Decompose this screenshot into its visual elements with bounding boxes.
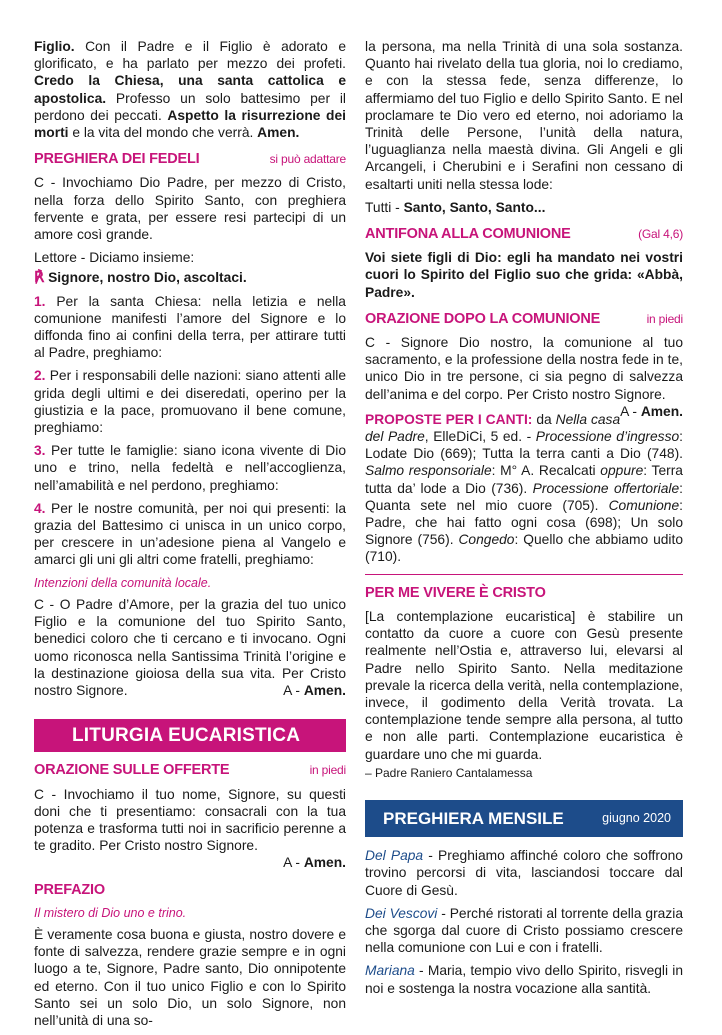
prefazio-continued: la persona, ma nella Trinità di una sola sostanza. Quanto hai rivelato della tua gloria, noi lo crediamo, e con la stessa fede, senza differenze, lo affermiamo del tuo Figlio e dello Spirito Santo. E nel proclamare te Dio vero ed eterno, noi adoriamo la Trinità delle Persone, l’unità della natura, l’uguaglianza nella maestà divina. Gli Angeli e gli Arcangeli, i Cherubini e i Serafini non cessano di esaltarti uniti nella stessa lode: bbox=[365, 39, 683, 192]
fedeli-tag: si può adattare bbox=[269, 152, 346, 167]
intercession-2 bbox=[34, 367, 346, 436]
antifona-heading bbox=[365, 226, 683, 243]
credo-amen: Amen. bbox=[257, 125, 300, 141]
credo-bold-3: Aspetto la risurrezione dei morti bbox=[34, 107, 346, 141]
offerte-title: ORAZIONE SULLE OFFERTE bbox=[34, 762, 230, 779]
mensile-text: - Perché ristorati al torrente della grazia che sgorga dal cuore di Cristo possiamo crescere nella comunione con Lui e con i fratelli. bbox=[365, 905, 683, 956]
mensile-label: Mariana bbox=[365, 963, 415, 979]
intenzioni-note: Intenzioni della comunità locale. bbox=[34, 575, 212, 590]
fedeli-closing bbox=[34, 596, 346, 699]
response-text: Signore, nostro Dio, ascoltaci. bbox=[48, 270, 247, 286]
mensile-item-vescovi bbox=[365, 905, 683, 957]
canti-italic: Processione d’ingresso bbox=[535, 429, 680, 445]
canti-italic: oppure bbox=[600, 463, 644, 479]
offerte-tag: in piedi bbox=[309, 763, 346, 778]
canti-italic: Congedo bbox=[458, 532, 515, 548]
amen-label: A - bbox=[283, 682, 304, 698]
intercession-text: Per le nostre comunità, per noi qui presenti: la grazia del Battesimo ci unisca in un unico corpo, per crescere in un’adesione piena al Vangelo e amarci gli uni gli altri come fratelli, preghiamo: bbox=[34, 500, 346, 568]
antifona-tag: (Gal 4,6) bbox=[638, 227, 683, 242]
credo-bold-2: Credo la Chiesa, una santa cattolica e apostolica. bbox=[34, 73, 346, 106]
tutti-line bbox=[365, 199, 683, 216]
canti-text: da bbox=[532, 411, 556, 427]
dopo-body: C - Signore Dio nostro, la comunione al tuo sacramento, e la professione della nostra fede in te, unico Dio in tre persone, ci sia pegno di salvezza dell’anima e del corpo. Per Cristo nostro Signore. bbox=[365, 335, 683, 402]
antifona-title: ANTIFONA ALLA COMUNIONE bbox=[365, 226, 571, 243]
intercession-number: 1. bbox=[34, 293, 46, 309]
vivere-heading bbox=[365, 585, 683, 602]
antifona-text bbox=[365, 249, 683, 301]
mensile-item-mariana bbox=[365, 962, 683, 996]
intercession-4 bbox=[34, 500, 346, 569]
mensile-label: Del Papa bbox=[365, 848, 424, 864]
section-divider bbox=[365, 574, 683, 575]
credo-text-2: Professo un solo battesimo per il perdono dei peccati. bbox=[34, 90, 346, 123]
canti-title: PROPOSTE PER I CANTI: bbox=[365, 411, 533, 427]
credo-text-1: Con il Padre e il Figlio è adorato e glorificato, e ha parlato per mezzo dei profeti. bbox=[34, 39, 346, 72]
vivere-signature: – Padre Raniero Cantalamessa bbox=[365, 765, 533, 780]
tutti-text: Santo, Santo, Santo... bbox=[403, 199, 546, 215]
credo-bold-1: Figlio. bbox=[34, 39, 75, 54]
canti-italic: Processione offertoriale bbox=[532, 480, 680, 496]
fedeli-intro: C - Invochiamo Dio Padre, per mezzo di Cristo, nella forza dello Spirito Santo, con preghiera fervente e grata, per essere resi partecipi di un amore così grande. bbox=[34, 175, 346, 243]
prefazio-subtitle: Il mistero di Dio uno e trino. bbox=[34, 905, 187, 920]
prefazio-text: È veramente cosa buona e giusta, nostro dovere e fonte di salvezza, rendere grazie sempre e in ogni luogo a te, Signore, Padre santo, Dio onnipotente ed eterno. Con il tuo unico Figlio e con lo Spirito Santo sei un solo Dio, un solo Signore, non nell’unità di una so- bbox=[34, 926, 346, 1028]
amen-text: Amen. bbox=[303, 855, 346, 871]
intercession-text: Per tutte le famiglie: siano icona vivente di Dio uno e trino, nella fedeltà e nell’accoglienza, nell’amabilità e nel perdono, preghiamo: bbox=[34, 443, 346, 493]
intercession-3 bbox=[34, 442, 346, 494]
mensile-title: PREGHIERA MENSILE bbox=[383, 808, 564, 828]
dopo-tag: in piedi bbox=[646, 311, 683, 326]
offerte-text: C - Invochiamo il tuo nome, Signore, su questi doni che ti presentiamo: consacrali con la tua potenza e trasforma tutti noi in sacrificio perenne a te gradito. Per Cristo nostro Signore. bbox=[34, 786, 346, 854]
amen-label: A - bbox=[283, 855, 304, 871]
fedeli-closing-text: C - O Padre d’Amore, per la grazia del tuo unico Figlio e la comunione del tuo Spirito Santo, benedici coloro che ti cercano e ti invocano. Ogni uomo riconosca nella Santissima Trinità l’origine e la destinazione gioiosa della sua vita. Per Cristo nostro Signore. bbox=[34, 596, 346, 698]
canti-text: : Quello che abbiamo udito (710). bbox=[365, 532, 684, 565]
antifona-bold-text: Voi siete figli di Dio: egli ha mandato nei vostri cuori lo Spirito del Figlio suo che grida: «Abbà, Padre». bbox=[365, 250, 683, 300]
amen-text: Amen. bbox=[640, 403, 683, 419]
canti-text: : Padre, che hai fatto ogni cosa (698); Un solo Signore (756). bbox=[365, 497, 683, 548]
intercession-1 bbox=[34, 293, 346, 362]
mensile-text: - Maria, tempio vivo dello Spirito, risvegli in noi e sostenga la nostra vocazione alla santità. bbox=[365, 963, 683, 996]
response-line bbox=[34, 269, 346, 286]
intercession-text: Per la santa Chiesa: nella letizia e nella comunione manifesti l’amore del Signore e lo diffonda fino ai confini della terra, per attirare tutti al Padre, preghiamo: bbox=[34, 293, 346, 361]
amen-label: A - bbox=[620, 403, 641, 419]
intercession-text: Per i responsabili delle nazioni: siano attenti alle grida degli ultimi e dei diseredati, operino per la giustizia e la pace, promuovano il bene comune, preghiamo: bbox=[34, 368, 346, 436]
canti-text: , ElleDiCi, 5 ed. - bbox=[424, 429, 536, 445]
mensile-item-papa bbox=[365, 847, 683, 899]
intercession-number: 2. bbox=[34, 368, 46, 384]
offerte-heading bbox=[34, 762, 346, 779]
canti-italic: Comunione bbox=[608, 497, 680, 513]
credo-text-3: e la vita del mondo che verrà. bbox=[68, 125, 258, 141]
credo-end bbox=[34, 38, 346, 141]
canti-italic: Salmo responsoriale bbox=[365, 463, 492, 479]
canti-text: : Terra tutta da’ lode a Dio (736). bbox=[365, 463, 683, 496]
canti-paragraph bbox=[365, 411, 683, 566]
mensile-banner bbox=[365, 800, 683, 837]
right-column bbox=[365, 38, 683, 1003]
intercession-number: 3. bbox=[34, 443, 46, 459]
canti-text: : Quanta sete nel mio cuore (705). bbox=[365, 480, 683, 513]
prefazio-heading bbox=[34, 882, 346, 899]
tutti-label: Tutti - bbox=[365, 199, 404, 215]
vivere-title: PER ME VIVERE È CRISTO bbox=[365, 584, 546, 601]
mensile-label: Dei Vescovi bbox=[365, 905, 438, 921]
lettore-line: Lettore - Diciamo insieme: bbox=[34, 250, 195, 266]
vivere-text: [La contemplazione eucaristica] è stabilire un contatto da cuore a cuore con Gesù presente realmente nell’Ostia e, attraverso lui, elevarsi al Padre nello Spirito Santo. Nella meditazione prevale la ricerca della verità, nella contemplazione, invece, il godimento della Verità trovata. La contemplazione tende sempre alla persona, al tutto e non alle parti. Contemplazione eucaristica è guardare uno che mi guarda. bbox=[365, 608, 683, 762]
intercession-number: 4. bbox=[34, 500, 46, 516]
canti-italic: Nella casa del Padre bbox=[365, 411, 621, 445]
offerte-amen bbox=[34, 854, 346, 871]
dopo-heading bbox=[365, 311, 683, 328]
left-column bbox=[34, 38, 346, 1035]
amen-text: Amen. bbox=[303, 682, 346, 698]
prefazio-title: PREFAZIO bbox=[34, 881, 105, 898]
canti-text: : Lodate Dio (669); Tutta la terra canti a Dio (748). bbox=[365, 429, 683, 462]
fedeli-heading bbox=[34, 151, 346, 168]
dopo-title: ORAZIONE DOPO LA COMUNIONE bbox=[365, 310, 601, 327]
fedeli-title: PREGHIERA DEI FEDELI bbox=[34, 151, 200, 168]
mensile-text: - Preghiamo affinché coloro che soffrono trovino percorsi di vita, lasciandosi toccare dal Cuore di Gesù. bbox=[365, 848, 683, 898]
liturgia-banner: LITURGIA EUCARISTICA bbox=[34, 719, 346, 752]
canti-text: : M° A. Recalcati bbox=[491, 463, 601, 479]
response-symbol: ℟ bbox=[34, 269, 45, 287]
mensile-date: giugno 2020 bbox=[602, 810, 671, 825]
